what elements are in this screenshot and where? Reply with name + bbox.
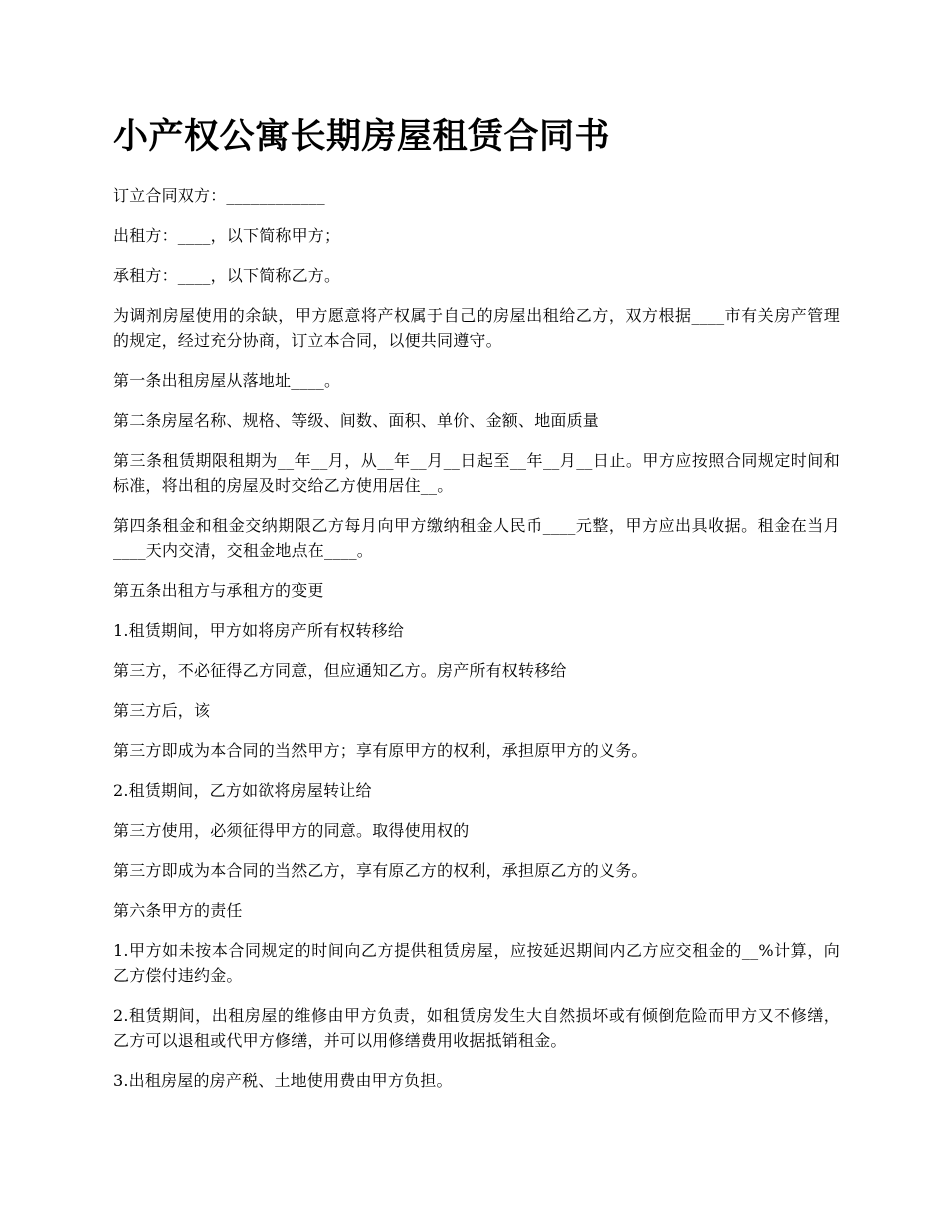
article-6-item-3: 3.出租房屋的房产税、土地使用费由甲方负担。 <box>113 1071 453 1090</box>
article-4: 第四条租金和租金交纳期限乙方每月向甲方缴纳租金人民币____元整，甲方应出具收据。租金在当月____天内交清，交租金地点在____。 <box>113 516 840 560</box>
article-2: 第二条房屋名称、规格、等级、间数、面积、单价、金额、地面质量 <box>113 411 600 430</box>
lessee-line: 承租方：____，以下简称乙方。 <box>113 266 341 285</box>
preamble-paragraph: 为调剂房屋使用的余缺，甲方愿意将产权属于自己的房屋出租给乙方，双方根据____市有关房产管理的规定，经过充分协商，订立本合同，以便共同遵守。 <box>113 306 840 350</box>
article-1: 第一条出租房屋从落地址____。 <box>113 371 341 390</box>
lessor-line: 出租方：____，以下简称甲方； <box>113 226 341 245</box>
article-5-item-2: 2.租赁期间，乙方如欲将房屋转让给 <box>113 781 372 800</box>
article-5-item-1-cont-b: 第三方后，该 <box>113 701 211 720</box>
article-5-item-1: 1.租赁期间，甲方如将房产所有权转移给 <box>113 621 405 640</box>
parties-line: 订立合同双方：____________ <box>113 186 325 205</box>
article-5-item-2-cont-b: 第三方即成为本合同的当然乙方，享有原乙方的权利，承担原乙方的义务。 <box>113 861 648 880</box>
article-5-item-2-cont-a: 第三方使用，必须征得甲方的同意。取得使用权的 <box>113 821 470 840</box>
document-title: 小产权公寓长期房屋租赁合同书 <box>113 116 611 157</box>
article-5-item-1-cont-c: 第三方即成为本合同的当然甲方；享有原甲方的权利，承担原甲方的义务。 <box>113 741 648 760</box>
article-5-heading: 第五条出租方与承租方的变更 <box>113 581 324 600</box>
article-6-item-1: 1.甲方如未按本合同规定的时间向乙方提供租赁房屋，应按延迟期间内乙方应交租金的__%计算，向乙方偿付违约金。 <box>113 941 840 985</box>
article-6-item-2: 2.租赁期间，出租房屋的维修由甲方负责，如租赁房发生大自然损坏或有倾倒危险而甲方又不修缮，乙方可以退租或代甲方修缮，并可以用修缮费用收据抵销租金。 <box>113 1006 840 1050</box>
document-page <box>113 108 840 1108</box>
article-6-heading: 第六条甲方的责任 <box>113 901 243 920</box>
article-3: 第三条租赁期限租期为__年__月，从__年__月__日起至__年__月__日止。甲方应按照合同规定时间和标准，将出租的房屋及时交给乙方使用居住__。 <box>113 451 840 495</box>
article-5-item-1-cont-a: 第三方，不必征得乙方同意，但应通知乙方。房产所有权转移给 <box>113 661 567 680</box>
